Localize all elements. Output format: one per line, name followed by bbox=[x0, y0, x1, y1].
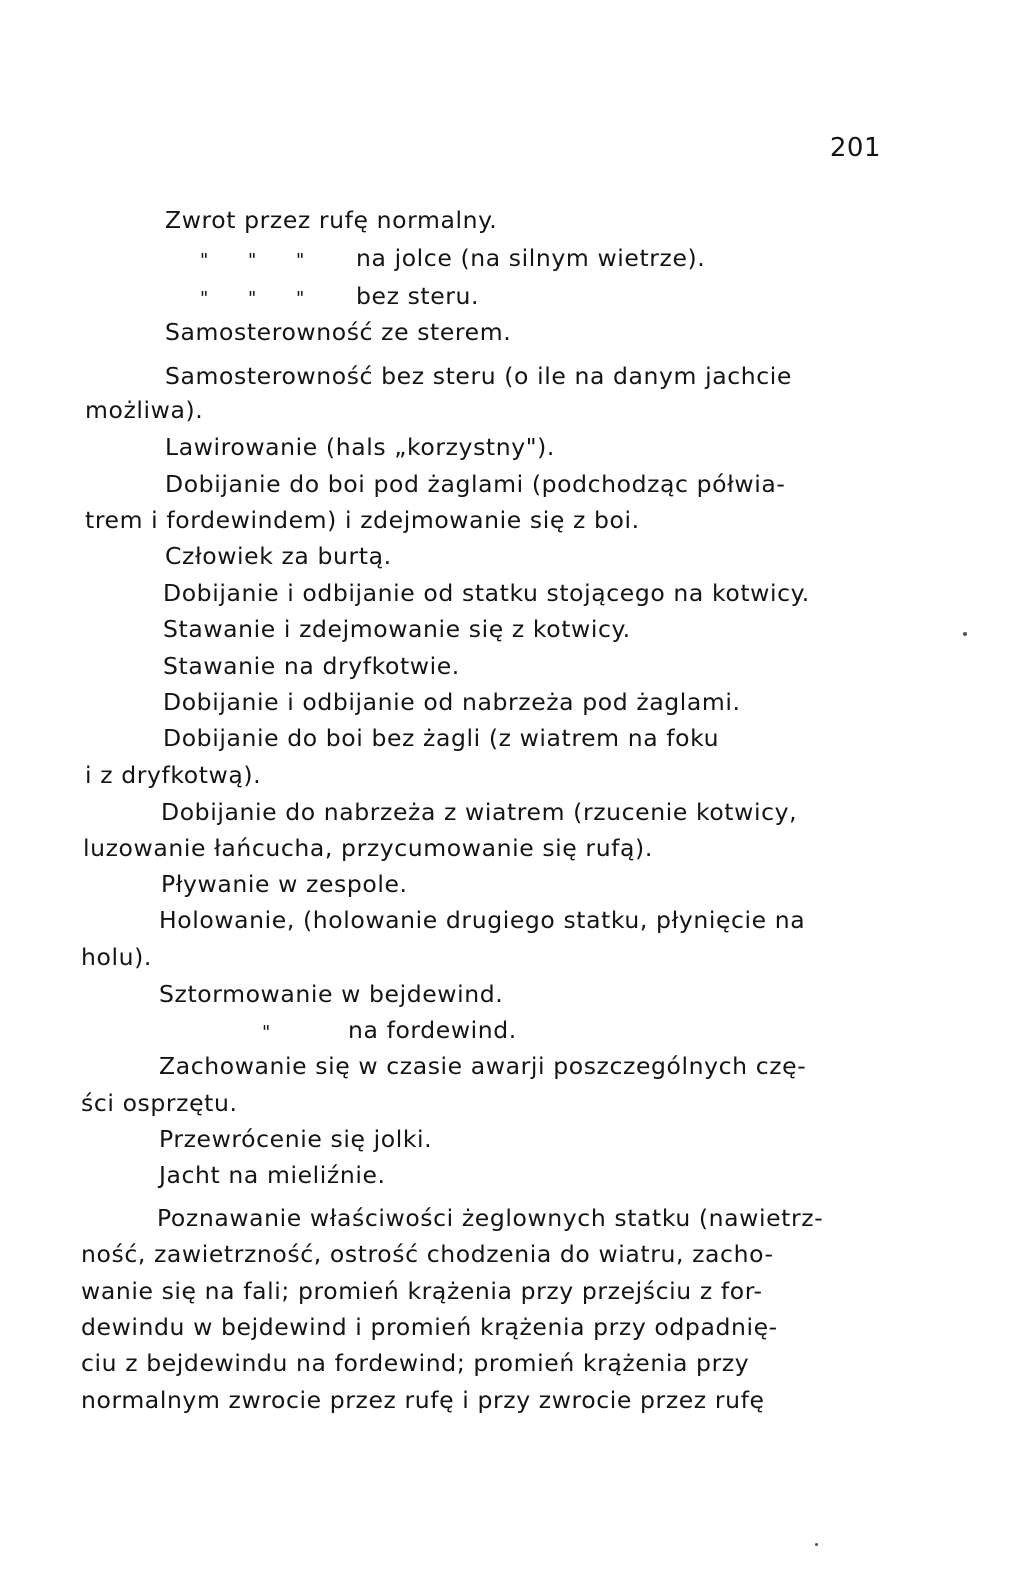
text-line: Poznawanie właściwości żeglownych statku (nawietrz- bbox=[157, 1204, 824, 1232]
text-line: Stawanie na dryfkotwie. bbox=[163, 652, 460, 680]
text-line: Stawanie i zdejmowanie się z kotwicy. bbox=[163, 615, 631, 643]
text-line: Dobijanie do boi pod żaglami (podchodząc półwia- bbox=[165, 470, 786, 498]
text-line: " na fordewind. bbox=[262, 1015, 517, 1048]
text-line: Dobijanie do boi bez żagli (z wiatrem na foku bbox=[163, 724, 720, 752]
text-line: Przewrócenie się jolki. bbox=[159, 1125, 433, 1153]
text-line: Samosterowność ze sterem. bbox=[165, 318, 512, 346]
text-line: Sztormowanie w bejdewind. bbox=[159, 980, 504, 1008]
text-line: Zachowanie się w czasie awarji poszczególnych czę- bbox=[159, 1052, 807, 1080]
ditto-mark: " bbox=[296, 250, 305, 271]
text-line: Jacht na mieliźnie. bbox=[159, 1161, 386, 1189]
text-line: i z dryfkotwą). bbox=[85, 761, 262, 789]
text-line: Człowiek za burtą. bbox=[165, 542, 392, 570]
text-line: luzowanie łańcucha, przycumowanie się rufą). bbox=[83, 834, 653, 862]
text-line: wanie się na fali; promień krążenia przy przejściu z for- bbox=[81, 1277, 763, 1305]
scan-speck bbox=[963, 632, 967, 636]
text-line: normalnym zwrocie przez rufę i przy zwrocie przez rufę bbox=[81, 1386, 765, 1414]
text-line: Pływanie w zespole. bbox=[161, 870, 408, 898]
page-number: 201 bbox=[829, 133, 881, 163]
text-line: " " " na jolce (na silnym wietrze). bbox=[200, 243, 705, 276]
text-line: dewindu w bejdewind i promień krążenia przy odpadnię- bbox=[81, 1313, 778, 1341]
text-line: holu). bbox=[81, 943, 152, 971]
text-line: ność, zawietrzność, ostrość chodzenia do wiatru, zacho- bbox=[81, 1240, 774, 1268]
ditto-mark: " bbox=[200, 250, 209, 271]
text-line: Dobijanie do nabrzeża z wiatrem (rzucenie kotwicy, bbox=[161, 798, 798, 826]
text-line: Samosterowność bez steru (o ile na danym jachcie bbox=[165, 362, 792, 390]
ditto-mark: " bbox=[262, 1022, 271, 1043]
text-line: Dobijanie i odbijanie od nabrzeża pod żaglami. bbox=[163, 688, 741, 716]
text-line: ści osprzętu. bbox=[81, 1089, 238, 1117]
text-line: trem i fordewindem) i zdejmowanie się z boi. bbox=[85, 506, 640, 534]
text-line: Zwrot przez rufę normalny. bbox=[165, 206, 498, 234]
ditto-mark: " bbox=[248, 250, 257, 271]
text-line: Lawirowanie (hals „korzystny"). bbox=[165, 433, 555, 461]
text-line: Holowanie, (holowanie drugiego statku, płynięcie na bbox=[159, 906, 806, 934]
text-line: ciu z bejdewindu na fordewind; promień krążenia przy bbox=[81, 1349, 750, 1377]
ditto-mark: " bbox=[200, 288, 209, 309]
text-line: możliwa). bbox=[85, 396, 204, 424]
scan-speck bbox=[815, 1543, 818, 1546]
text-line: Dobijanie i odbijanie od statku stojącego na kotwicy. bbox=[163, 579, 810, 607]
text-line: " " " bez steru. bbox=[200, 281, 479, 314]
ditto-mark: " bbox=[296, 288, 305, 309]
ditto-mark: " bbox=[248, 288, 257, 309]
